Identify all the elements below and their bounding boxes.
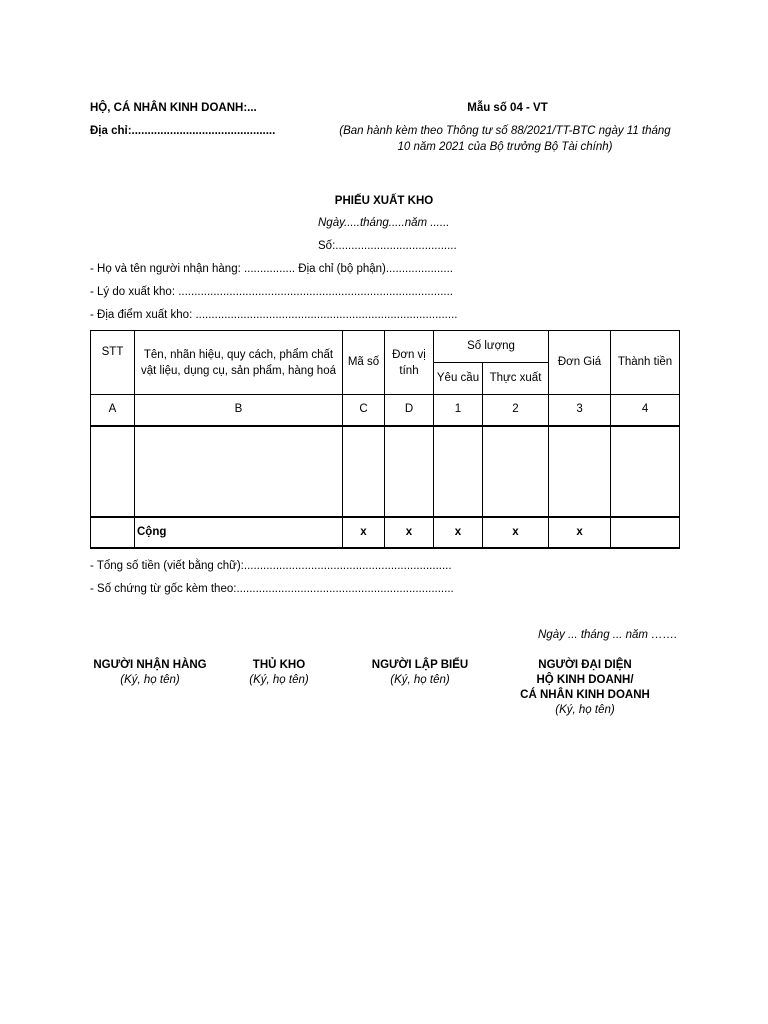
empty-cell[interactable]	[549, 426, 611, 517]
signature-preparer	[350, 658, 490, 688]
header-requested: Yêu cầu	[434, 363, 483, 395]
document-title: PHIẾU XUẤT KHO	[334, 195, 434, 207]
table-row	[91, 426, 680, 517]
total-mark: x	[343, 517, 385, 548]
reason-field: - Lý do xuất kho: ......................................................................................	[90, 286, 453, 298]
empty-cell[interactable]	[385, 426, 434, 517]
header-amount: Thành tiền	[611, 331, 680, 395]
code-cell: 4	[611, 395, 680, 426]
business-name: HỘ, CÁ NHÂN KINH DOANH:...	[90, 102, 257, 114]
header-stt: STT	[91, 331, 135, 395]
signature-title-line: CÁ NHÂN KINH DOANH	[520, 689, 650, 701]
empty-cell[interactable]	[91, 426, 135, 517]
business-address: Địa chỉ:.............................................	[90, 125, 276, 137]
signature-storekeeper	[219, 658, 339, 688]
header-name: Tên, nhãn hiệu, quy cách, phẩm chất vật liệu, dụng cụ, sản phẩm, hàng hoá	[135, 331, 343, 395]
signing-date: Ngày ... tháng ... năm …….	[538, 629, 678, 641]
receiver-field: - Họ và tên người nhận hàng: ................ Địa chỉ (bộ phận).....................	[90, 263, 453, 275]
date-line: Ngày.....tháng.....năm ......	[318, 217, 450, 229]
total-stt-cell	[91, 517, 135, 548]
total-mark: x	[483, 517, 549, 548]
attached-documents-field: - Số chứng từ gốc kèm theo:....................................................................	[90, 583, 454, 595]
header-unit: Đơn vị tính	[385, 331, 434, 395]
signature-title: THỦ KHO	[252, 659, 306, 671]
signature-title-line: HỘ KINH DOANH/	[536, 674, 634, 686]
regulation-line-2: 10 năm 2021 của Bộ trưởng Bộ Tài chính)	[397, 141, 613, 153]
total-label: Cộng	[135, 517, 343, 548]
goods-table	[90, 330, 680, 549]
signature-receiver	[80, 658, 220, 688]
code-cell: 3	[549, 395, 611, 426]
signature-note: (Ký, họ tên)	[555, 704, 615, 716]
code-cell: C	[343, 395, 385, 426]
empty-cell[interactable]	[611, 426, 680, 517]
total-in-words-field: - Tổng số tiền (viết bằng chữ):.................................................................	[90, 560, 452, 572]
signature-note: (Ký, họ tên)	[120, 674, 180, 686]
signature-title: NGƯỜI LẬP BIỂU	[371, 659, 469, 671]
header-code: Mã số	[343, 331, 385, 395]
total-mark: x	[549, 517, 611, 548]
header-actual: Thực xuất	[483, 363, 549, 395]
code-cell: B	[135, 395, 343, 426]
code-cell: D	[385, 395, 434, 426]
code-cell: 1	[434, 395, 483, 426]
empty-cell[interactable]	[343, 426, 385, 517]
code-cell: 2	[483, 395, 549, 426]
number-line: Số:......................................	[318, 240, 457, 252]
signature-note: (Ký, họ tên)	[249, 674, 309, 686]
header-price: Đơn Giá	[549, 331, 611, 395]
total-mark: x	[385, 517, 434, 548]
signature-title-line: NGƯỜI ĐẠI DIỆN	[538, 659, 632, 671]
signature-representative	[505, 658, 665, 718]
total-mark: x	[434, 517, 483, 548]
header-quantity: Số lượng	[434, 331, 549, 363]
total-amount-cell[interactable]	[611, 517, 680, 548]
signature-note: (Ký, họ tên)	[390, 674, 450, 686]
signature-title: NGƯỜI NHẬN HÀNG	[93, 659, 207, 671]
code-cell: A	[91, 395, 135, 426]
location-field: - Địa điểm xuất kho: ..................................................................................	[90, 309, 458, 321]
form-code: Mẫu số 04 - VT	[467, 102, 548, 114]
empty-cell[interactable]	[135, 426, 343, 517]
regulation-line-1: (Ban hành kèm theo Thông tư số 88/2021/TT-BTC ngày 11 tháng	[339, 125, 671, 137]
empty-cell[interactable]	[434, 426, 483, 517]
empty-cell[interactable]	[483, 426, 549, 517]
